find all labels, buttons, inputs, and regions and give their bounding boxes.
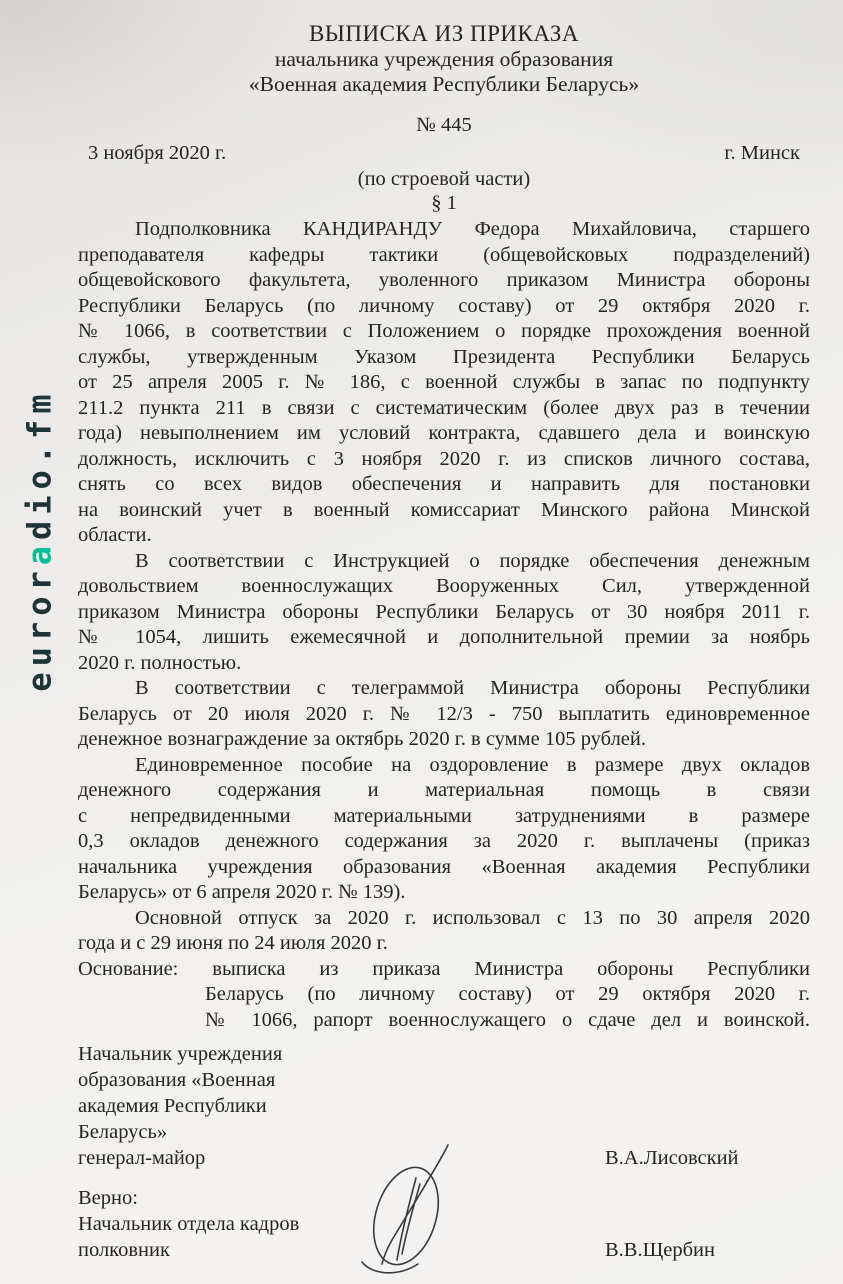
signature-position-line: академия Республики — [78, 1095, 267, 1117]
order-text-line: Подполковника КАНДИРАНДУ Федора Михайловича, старшего — [135, 218, 810, 240]
date-city-row — [78, 141, 810, 165]
order-text-line: денежное вознаграждение за октябрь 2020 г. в сумме 105 рублей. — [78, 728, 646, 750]
order-text-line: 2020 г. полностью. — [78, 651, 242, 674]
order-paragraph — [78, 549, 810, 677]
order-text-line: приказом Министра обороны Республики Беларусь от 30 ноября 2011 г. — [78, 600, 810, 623]
basis-block — [78, 957, 810, 1034]
watermark-char: m — [21, 388, 59, 414]
watermark-char: o — [21, 464, 59, 490]
signatory-name: В.А.Лисовский — [605, 1147, 739, 1169]
order-text-line: Беларусь от 20 июля 2020 г. № 12/3 - 750 выплатить единовременное — [78, 702, 810, 725]
order-body — [78, 217, 810, 957]
order-text-line: года) невыполнением им условий контракта, сдавшего дела и воинскую — [78, 422, 810, 444]
watermark-char: i — [21, 489, 59, 515]
basis-first-line: Основание: выписка из приказа Министра обороны Республики — [78, 957, 810, 980]
order-text-line: области. — [78, 524, 152, 546]
signature-position-line: Начальник учреждения — [78, 1043, 283, 1065]
handwritten-signature — [352, 1140, 472, 1278]
order-text-line: от 25 апреля 2005 г. № 186, с военной службы в запас по подпункту — [78, 371, 810, 393]
order-text-line: № 1054, лишить ежемесячной и дополнительной премии за ноябрь — [78, 626, 810, 648]
basis-text-line: Беларусь (по личному составу) от 29 октября 2020 г. — [205, 983, 810, 1005]
watermark-char: f — [21, 413, 59, 439]
order-text-line: службы, утвержденным Указом Президента Республики Беларусь — [78, 345, 810, 368]
signature-position-line: Беларусь» — [78, 1121, 168, 1143]
order-text-line: № 1066, в соответствии с Положением о порядке прохождения военной — [78, 320, 810, 342]
order-text-line: Основной отпуск за 2020 г. использовал с 13 по 30 апреля 2020 — [135, 906, 810, 929]
order-text-line: снять со всех видов обеспечения и направить для постановки — [78, 473, 810, 495]
order-text-line: Республики Беларусь (по личному составу) от 29 октября 2020 г. — [78, 294, 810, 317]
order-text-line: преподавателя кафедры тактики (общевойсковых подразделений) — [78, 243, 810, 266]
order-paragraph — [78, 217, 810, 549]
signature-position-line: полковник — [78, 1239, 170, 1261]
signatory-name: В.В.Щербин — [605, 1239, 715, 1261]
watermark-char: u — [21, 641, 59, 667]
order-text-line: должность, исключить с 3 ноября 2020 г. из списков личного состава, — [78, 447, 810, 470]
document-title: ВЫПИСКА ИЗ ПРИКАЗА — [308, 21, 580, 46]
order-text-line: на воинский учет в военный комиссариат Минского района Минской — [78, 498, 810, 521]
signature-position-line: генерал-майор — [78, 1147, 206, 1169]
basis-text-line: № 1066, рапорт военнослужащего о сдаче дел и воинской. — [205, 1008, 810, 1031]
order-text-line: года и с 29 июня по 24 июля 2020 г. — [78, 932, 388, 954]
basis-label: Основание: — [78, 957, 179, 980]
signature-position-line: образования «Военная — [78, 1069, 276, 1091]
order-text-line: денежного содержания и материальная помощь в связи — [78, 779, 810, 801]
section-number: § 1 — [431, 192, 457, 214]
order-text-line: Единовременное пособие на оздоровление в размере двух окладов — [135, 753, 810, 776]
order-text-line: довольствием военнослужащих Вооруженных Сил, утвержденной — [78, 575, 810, 597]
order-text-line: Беларусь» от 6 апреля 2020 г. № 139). — [78, 881, 406, 903]
watermark-char: a — [21, 540, 59, 566]
watermark-char: e — [21, 666, 59, 692]
order-paragraph — [78, 676, 810, 753]
watermark-char: r — [21, 565, 59, 591]
document-subtitle-line1: начальника учреждения образования — [274, 47, 614, 71]
order-type-line: (по строевой части) — [357, 168, 531, 190]
watermark-char: r — [21, 615, 59, 642]
watermark-char: o — [21, 590, 59, 616]
document-city: г. Минск — [724, 142, 800, 164]
signature-position-line: Начальник отдела кадров — [78, 1213, 300, 1235]
order-text-line: В соответствии с телеграммой Министра обороны Республики — [135, 677, 810, 699]
order-paragraph — [78, 906, 810, 957]
document-date: 3 ноября 2020 г. — [88, 142, 227, 164]
order-text-line: с непредвиденными материальными затруднениями в размере — [78, 804, 810, 827]
watermark-char: d — [21, 514, 59, 540]
watermark-char: . — [21, 438, 59, 465]
order-text-line: 0,3 окладов денежного содержания за 2020 г. выплачены (приказ — [78, 830, 810, 852]
signature-position-line: Верно: — [78, 1187, 138, 1209]
document-subtitle-line2: «Военная академия Республики Беларусь» — [248, 72, 640, 96]
order-paragraph — [78, 753, 810, 906]
order-text-line: общевойскового факультета, уволенного приказом Министра обороны — [78, 269, 810, 291]
order-text-line: В соответствии с Инструкцией о порядке обеспечения денежным — [135, 549, 810, 572]
order-number: № 445 — [416, 114, 472, 136]
order-text-line: 211.2 пункта 211 в связи с систематическим (более двух раз в течении — [78, 396, 810, 419]
order-text-line: начальника учреждения образования «Военная академия Республики — [78, 855, 810, 878]
